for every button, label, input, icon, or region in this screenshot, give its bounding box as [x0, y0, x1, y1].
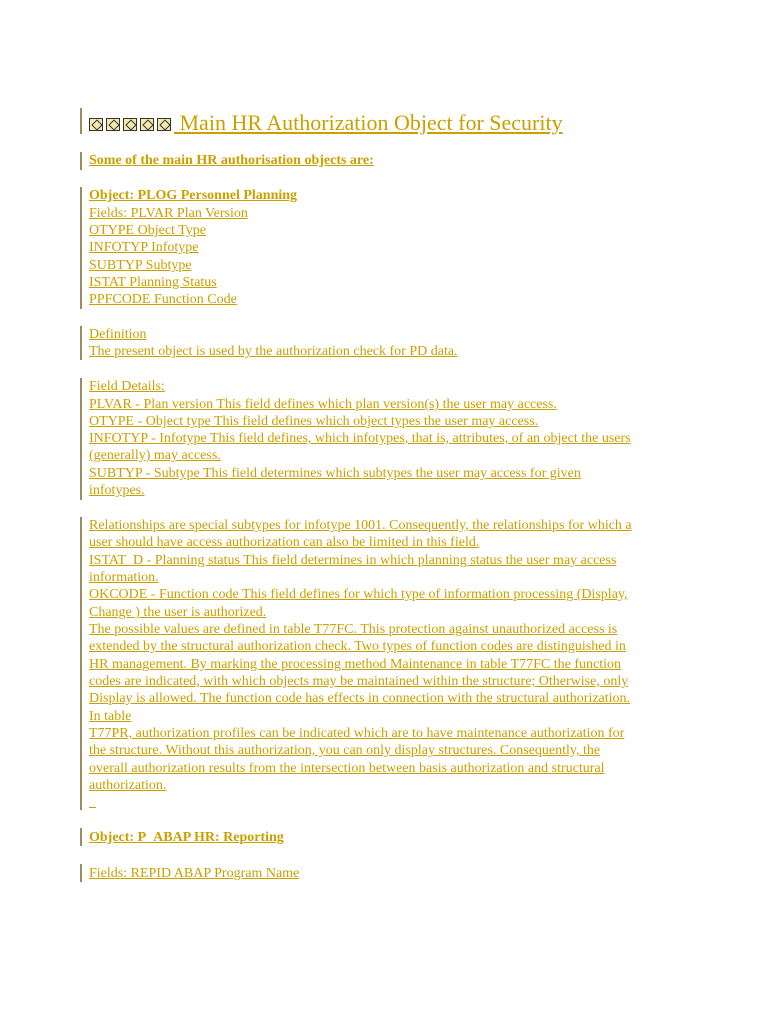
- paragraph-line[interactable]: _: [89, 795, 96, 810]
- paragraph-line[interactable]: extended by the structural authorization check. Two types of function codes are distinguished in: [89, 639, 626, 654]
- field-line[interactable]: ISTAT Planning Status: [89, 275, 217, 290]
- diamond-icon: [123, 118, 137, 131]
- field-detail-line[interactable]: (generally) may access.: [89, 448, 221, 463]
- field-detail-line[interactable]: OTYPE - Object type This field defines which object types the user may access.: [89, 414, 539, 429]
- paragraph-line[interactable]: ISTAT_D - Planning status This field determines in which planning status the user may access: [89, 553, 617, 568]
- title-icons: [89, 110, 180, 135]
- paragraph-line[interactable]: The possible values are defined in table T77FC. This protection against unauthorized access is: [89, 622, 618, 637]
- field-line[interactable]: Fields: PLVAR Plan Version: [89, 206, 248, 221]
- change-bar: [80, 517, 82, 810]
- page-title[interactable]: [89, 110, 563, 136]
- field-line[interactable]: SUBTYP Subtype: [89, 258, 192, 273]
- paragraph-line[interactable]: authorization.: [89, 778, 167, 793]
- change-bar: [80, 187, 82, 309]
- field-line[interactable]: OTYPE Object Type: [89, 223, 206, 238]
- field-line[interactable]: PPFCODE Function Code: [89, 292, 237, 307]
- change-bar: [80, 864, 82, 882]
- paragraph-line[interactable]: codes are indicated, with which objects may be maintained within the structure; Otherwise, only: [89, 674, 629, 689]
- field-detail-line[interactable]: INFOTYP - Infotype This field defines, which infotypes, that is, attributes, of an object the users: [89, 431, 631, 446]
- field-line[interactable]: Fields: REPID ABAP Program Name: [89, 866, 300, 881]
- definition-heading[interactable]: Definition: [89, 327, 147, 342]
- field-line[interactable]: INFOTYP Infotype: [89, 240, 199, 255]
- field-detail-line[interactable]: PLVAR - Plan version This field defines which plan version(s) the user may access.: [89, 397, 557, 412]
- field-detail-line[interactable]: SUBTYP - Subtype This field determines which subtypes the user may access for given: [89, 466, 581, 481]
- change-bar: [80, 326, 82, 360]
- diamond-icon: [140, 118, 154, 131]
- field-details-heading[interactable]: Field Details:: [89, 379, 165, 394]
- diamond-icon: [106, 118, 120, 131]
- paragraph-line[interactable]: Relationships are special subtypes for infotype 1001. Consequently, the relationships for which a: [89, 518, 632, 533]
- paragraph-line[interactable]: HR management. By marking the processing method Maintenance in table T77FC the function: [89, 657, 622, 672]
- paragraph-line[interactable]: user should have access authorization can also be limited in this field.: [89, 535, 480, 550]
- intro-text[interactable]: Some of the main HR authorisation objects are:: [89, 153, 374, 168]
- paragraph-line[interactable]: information.: [89, 570, 159, 585]
- definition-text[interactable]: The present object is used by the authorization check for PD data.: [89, 344, 458, 359]
- paragraph-line[interactable]: Display is allowed. The function code has effects in connection with the structural authorization.: [89, 691, 631, 706]
- paragraph-line[interactable]: the structure. Without this authorization, you can only display structures. Consequently, the: [89, 743, 601, 758]
- change-bar: [80, 108, 82, 134]
- paragraph-line[interactable]: T77PR, authorization profiles can be indicated which are to have maintenance authorization for: [89, 726, 625, 741]
- diamond-icon: [89, 118, 103, 131]
- title-text: Main HR Authorization Object for Security: [179, 110, 563, 135]
- paragraph-line[interactable]: overall authorization results from the intersection between basis authorization and structural: [89, 761, 605, 776]
- object-heading-p-abap[interactable]: Object: P_ABAP HR: Reporting: [89, 830, 284, 845]
- diamond-icon: [157, 118, 171, 131]
- change-bar: [80, 378, 82, 500]
- paragraph-line[interactable]: OKCODE - Function code This field defines for which type of information processing (Display,: [89, 587, 628, 602]
- change-bar: [80, 152, 82, 170]
- paragraph-line[interactable]: In table: [89, 709, 132, 724]
- object-heading-plog[interactable]: Object: PLOG Personnel Planning: [89, 188, 298, 203]
- field-detail-line[interactable]: infotypes.: [89, 483, 145, 498]
- change-bar: [80, 828, 82, 846]
- paragraph-line[interactable]: Change ) the user is authorized.: [89, 605, 267, 620]
